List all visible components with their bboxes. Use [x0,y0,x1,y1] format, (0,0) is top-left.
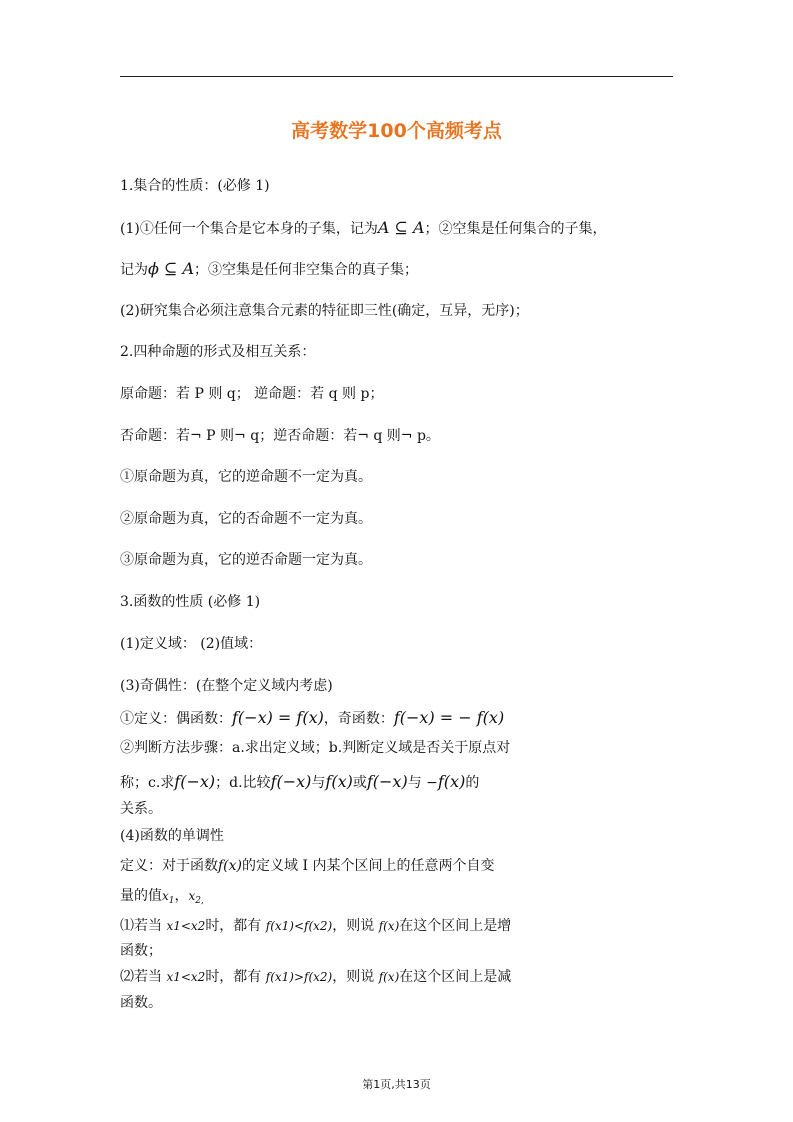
section-1-para-3: (2)研究集合必须注意集合元素的特征即三性(确定，互异，无序)； [120,303,529,319]
section-2-line-1: 原命题：若 P 则 q； 逆命题：若 q 则 p； [120,386,384,402]
section-3-line-9: 量的值$x_1$，$x_{2,}$ [120,888,204,906]
section-3-line-5: 称；c.求f(−x)；d.比较f(−x)与f(x)或f(−x)与 −f(x)的 [120,772,480,791]
section-3-line-10: ⑴若当 x1<x2时，都有 f(x1)<f(x2)，则说 f(x)在这个区间上是增 [120,918,512,934]
section-3-line-12: ⑵若当 x1<x2时，都有 f(x1)>f(x2)，则说 f(x)在这个区间上是减 [120,969,512,985]
section-3-line-13: 函数。 [120,995,162,1011]
section-2-line-2: 否命题：若¬ P 则¬ q；逆否命题：若¬ q 则¬ p。 [120,428,440,444]
section-2-line-5: ③原命题为真，它的逆否命题一定为真。 [120,552,372,568]
section-3-line-8: 定义：对于函数f(x)的定义域 I 内某个区间上的任意两个自变 [120,858,495,874]
section-2-line-4: ②原命题为真，它的否命题不一定为真。 [120,511,372,527]
section-3-line-7: (4)函数的单调性 [120,828,224,844]
section-3-line-6: 关系。 [120,801,162,817]
page-footer: 第1页,共13页 [362,1078,431,1091]
section-3-line-2: (3)奇偶性：(在整个定义域内考虑) [120,678,333,694]
section-3-line-4: ②判断方法步骤：a.求出定义域；b.判断定义域是否关于原点对 [120,740,511,756]
page-title: 高考数学100个高频考点 [291,120,502,142]
section-3-line-1: (1)定义域： (2)值域： [120,636,263,652]
section-2-line-3: ①原命题为真，它的逆命题不一定为真。 [120,469,372,485]
section-3-line-11: 函数； [120,943,162,959]
header-rule [120,76,673,77]
section-3-line-3: ①定义：偶函数：f(−x) = f(x)，奇函数：f(−x) = − f(x) [120,708,505,727]
section-1-heading: 1.集合的性质：(必修 1) [120,178,270,194]
section-3-heading: 3.函数的性质 (必修 1) [120,594,261,610]
section-1-para-1: (1)①任何一个集合是它本身的子集，记为A ⊆ A；②空集是任何集合的子集， [120,218,607,237]
section-2-heading: 2.四种命题的形式及相互关系： [120,344,316,360]
section-1-para-2: 记为ϕ ⊆ A；③空集是任何非空集合的真子集； [120,259,419,278]
